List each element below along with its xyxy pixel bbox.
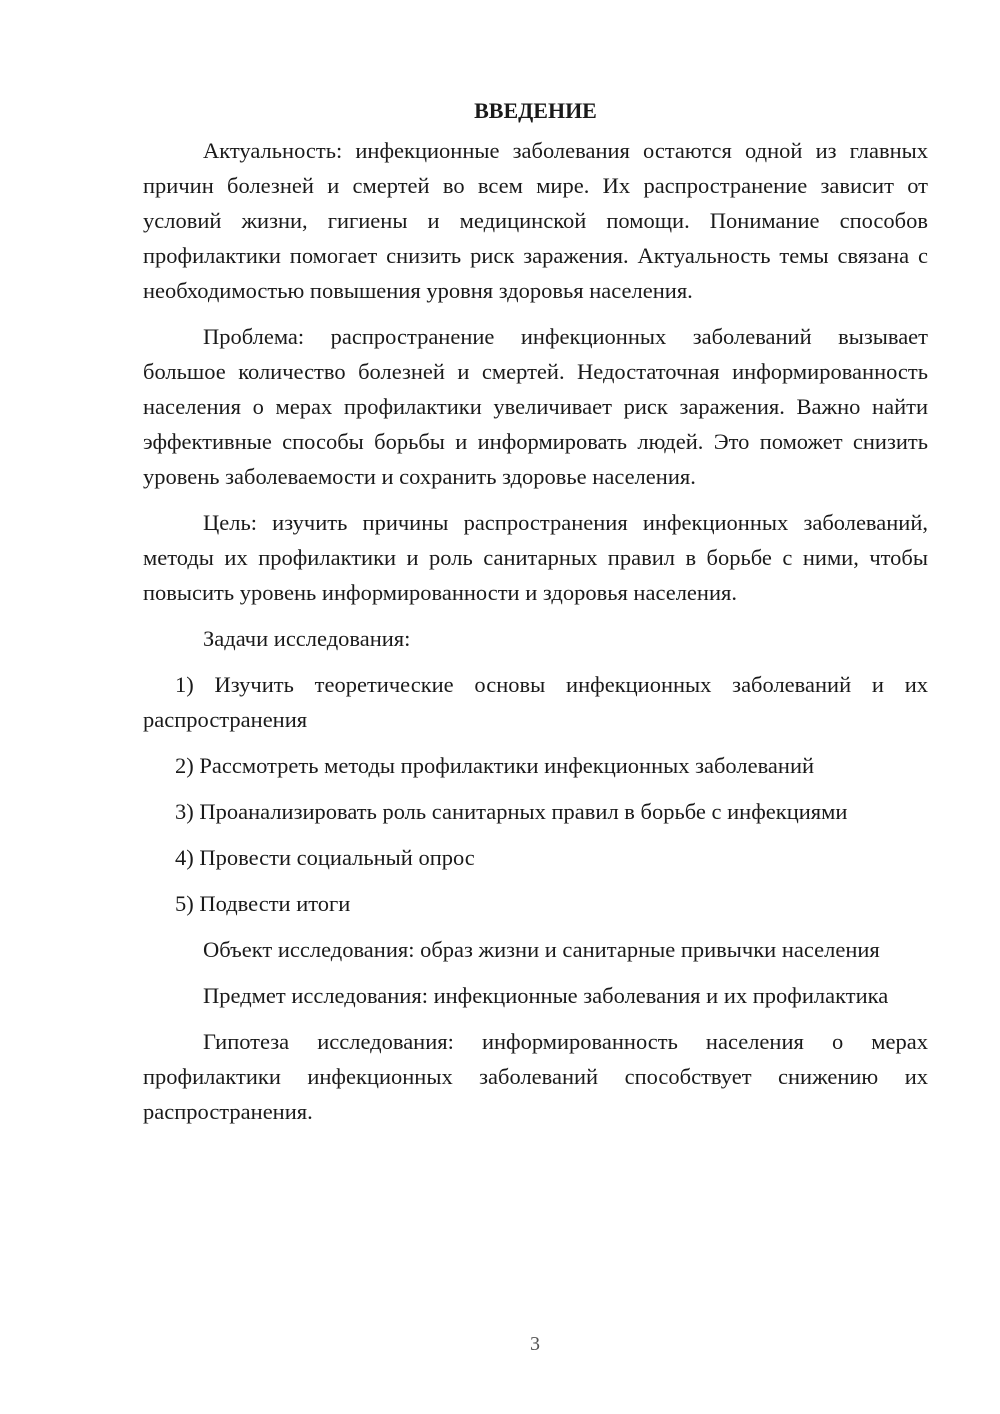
task-item-4: 4) Провести социальный опрос [175, 845, 475, 870]
task-item-3: 3) Проанализировать роль санитарных правил в борьбе с инфекциями [175, 799, 848, 824]
paragraph-object: Объект исследования: образ жизни и санитарные привычки населения [203, 937, 880, 962]
paragraph-relevance: Актуальность: инфекционные заболевания остаются одной из главных причин болезней и смертей во всем мире. Их распространение зависит от условий жизни, гигиены и медицинской помощи. Понимание способов профилактики помогает снизить риск заражения. Актуальность темы связана с необходимостью повышения уровня здоровья населения. [143, 138, 928, 303]
document-page [143, 95, 928, 1140]
paragraph-goal: Цель: изучить причины распространения инфекционных заболеваний, методы их профилактики и роль санитарных правил в борьбе с ними, чтобы повысить уровень информированности и здоровья населения. [143, 510, 928, 605]
paragraph-hypothesis: Гипотеза исследования: информированность населения о мерах профилактики инфекционных заболеваний способствует снижению их распространения. [143, 1029, 928, 1124]
paragraph-subject: Предмет исследования: инфекционные заболевания и их профилактика [203, 983, 889, 1008]
tasks-heading: Задачи исследования: [203, 626, 411, 651]
page-number: 3 [530, 1333, 540, 1355]
task-item-1: 1) Изучить теоретические основы инфекционных заболеваний и их распространения [143, 672, 928, 732]
page-title: ВВЕДЕНИЕ [474, 98, 597, 123]
task-item-2: 2) Рассмотреть методы профилактики инфекционных заболеваний [175, 753, 815, 778]
task-item-5: 5) Подвести итоги [175, 891, 351, 916]
paragraph-problem: Проблема: распространение инфекционных заболеваний вызывает большое количество болезней и смертей. Недостаточная информированность населения о мерах профилактики увеличивает риск заражения. Важно найти эффективные способы борьбы и информировать людей. Это поможет снизить уровень заболеваемости и сохранить здоровье населения. [143, 324, 928, 489]
